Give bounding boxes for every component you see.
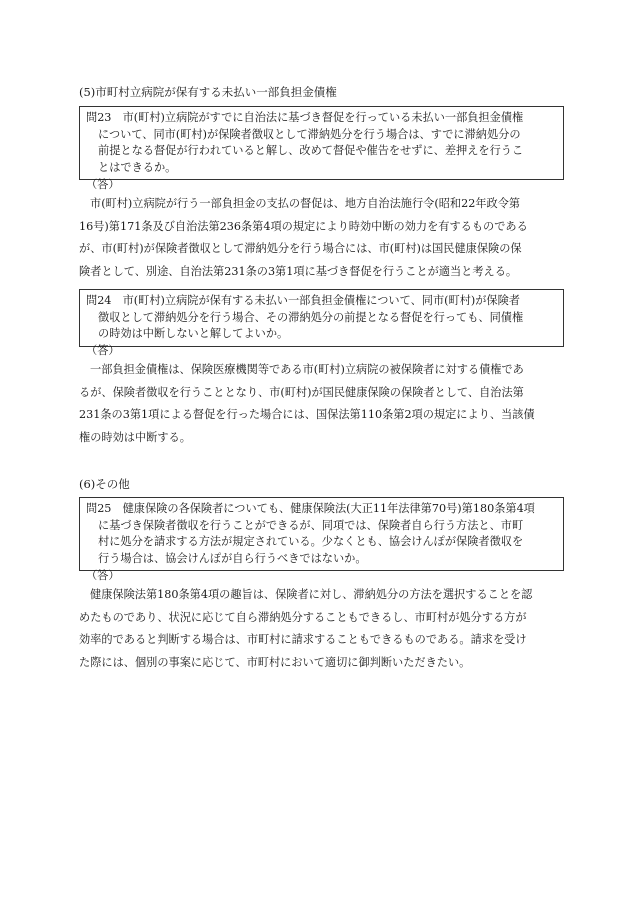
question-23-line: 前提となる督促が行われていると解し、改めて督促や催告をせずに、差押えを行うこ [98,144,524,157]
answer-23-line: 険者として、別途、自治法第231条の3第1項に基づき督促を行うことが適当と考える。 [79,264,518,278]
answer-25-line: めたものであり、状況に応じて自ら滞納処分することもできるし、市町村が処分する方が [79,610,527,624]
section-6-heading: (6)その他 [79,477,130,491]
answer-25-label: （答） [86,569,120,582]
question-25-line: 行う場合は、協会けんぽが自ら行うべきではないか。 [98,551,367,565]
question-25-box [79,497,564,571]
answer-24-line: 一部負担金債権は、保険医療機関等である市(町村)立病院の被保険者に対する債権であ [90,363,524,376]
question-23-box [79,106,564,180]
answer-25-line: た際には、個別の事案に応じて、市町村において適切に御判断いただきたい。 [79,655,471,669]
answer-25-line: 健康保険法第180条第4項の趣旨は、保険者に対し、滞納処分の方法を選択することを認 [90,588,533,601]
answer-24-line: 231条の3第1項による督促を行った場合には、国保法第110条第2項の規定により、当該債 [79,408,535,421]
answer-23-text [79,193,569,283]
question-25-line: 村に処分を請求する方法が規定されている。少なくとも、協会けんぽが保険者徴収を [98,535,524,548]
question-23-line: について、同市(町村)が保険者徴収として滞納処分を行う場合は、すでに滞納処分の [98,127,521,141]
answer-23-line: 16号)第171条及び自治法第236条第4項の規定により時効中断の効力を有するものである [79,219,528,233]
answer-24-line: 権の時効は中断する。 [79,430,191,444]
question-25-line: 問25 健康保険の各保険者についても、健康保険法(大正11年法律第70号)第180条第4項 [86,502,535,515]
question-24-line: 問24 市(町村)立病院が保有する未払い一部負担金債権について、同市(町村)が保険者 [86,294,520,307]
answer-23-label: （答） [86,178,120,191]
answer-24-label: （答） [86,344,120,357]
question-24-line: 徴収として滞納処分を行う場合、その滞納処分の前提となる督促を行っても、同債権 [98,310,524,324]
question-23-line: とはできるか。 [98,160,177,174]
answer-25-line: 効率的であると判断する場合は、市町村に請求することもできるものである。請求を受け [79,633,527,646]
answer-23-line: が、市(町村)が保険者徴収として滞納処分を行う場合には、市(町村)は国民健康保険の保 [79,242,522,255]
answer-23-line: 市(町村)立病院が行う一部負担金の支払の督促は、地方自治法施行令(昭和22年政令第 [90,197,521,210]
question-23-line: 問23 市(町村)立病院がすでに自治法に基づき督促を行っている未払い一部負担金債権 [86,111,524,124]
section-5-heading: (5)市町村立病院が保有する未払い一部負担金債権 [79,85,337,99]
question-24-box [79,289,564,347]
answer-24-text [79,359,569,449]
answer-25-text [79,584,569,674]
answer-24-line: るが、保険者徴収を行うこととなり、市(町村)が国民健康保険の保険者として、自治法第 [79,385,524,399]
question-25-line: に基づき保険者徴収を行うことができるが、同項では、保険者自ら行う方法と、市町 [98,518,524,532]
question-24-line: の時効は中断しないと解してよいか。 [98,327,289,340]
